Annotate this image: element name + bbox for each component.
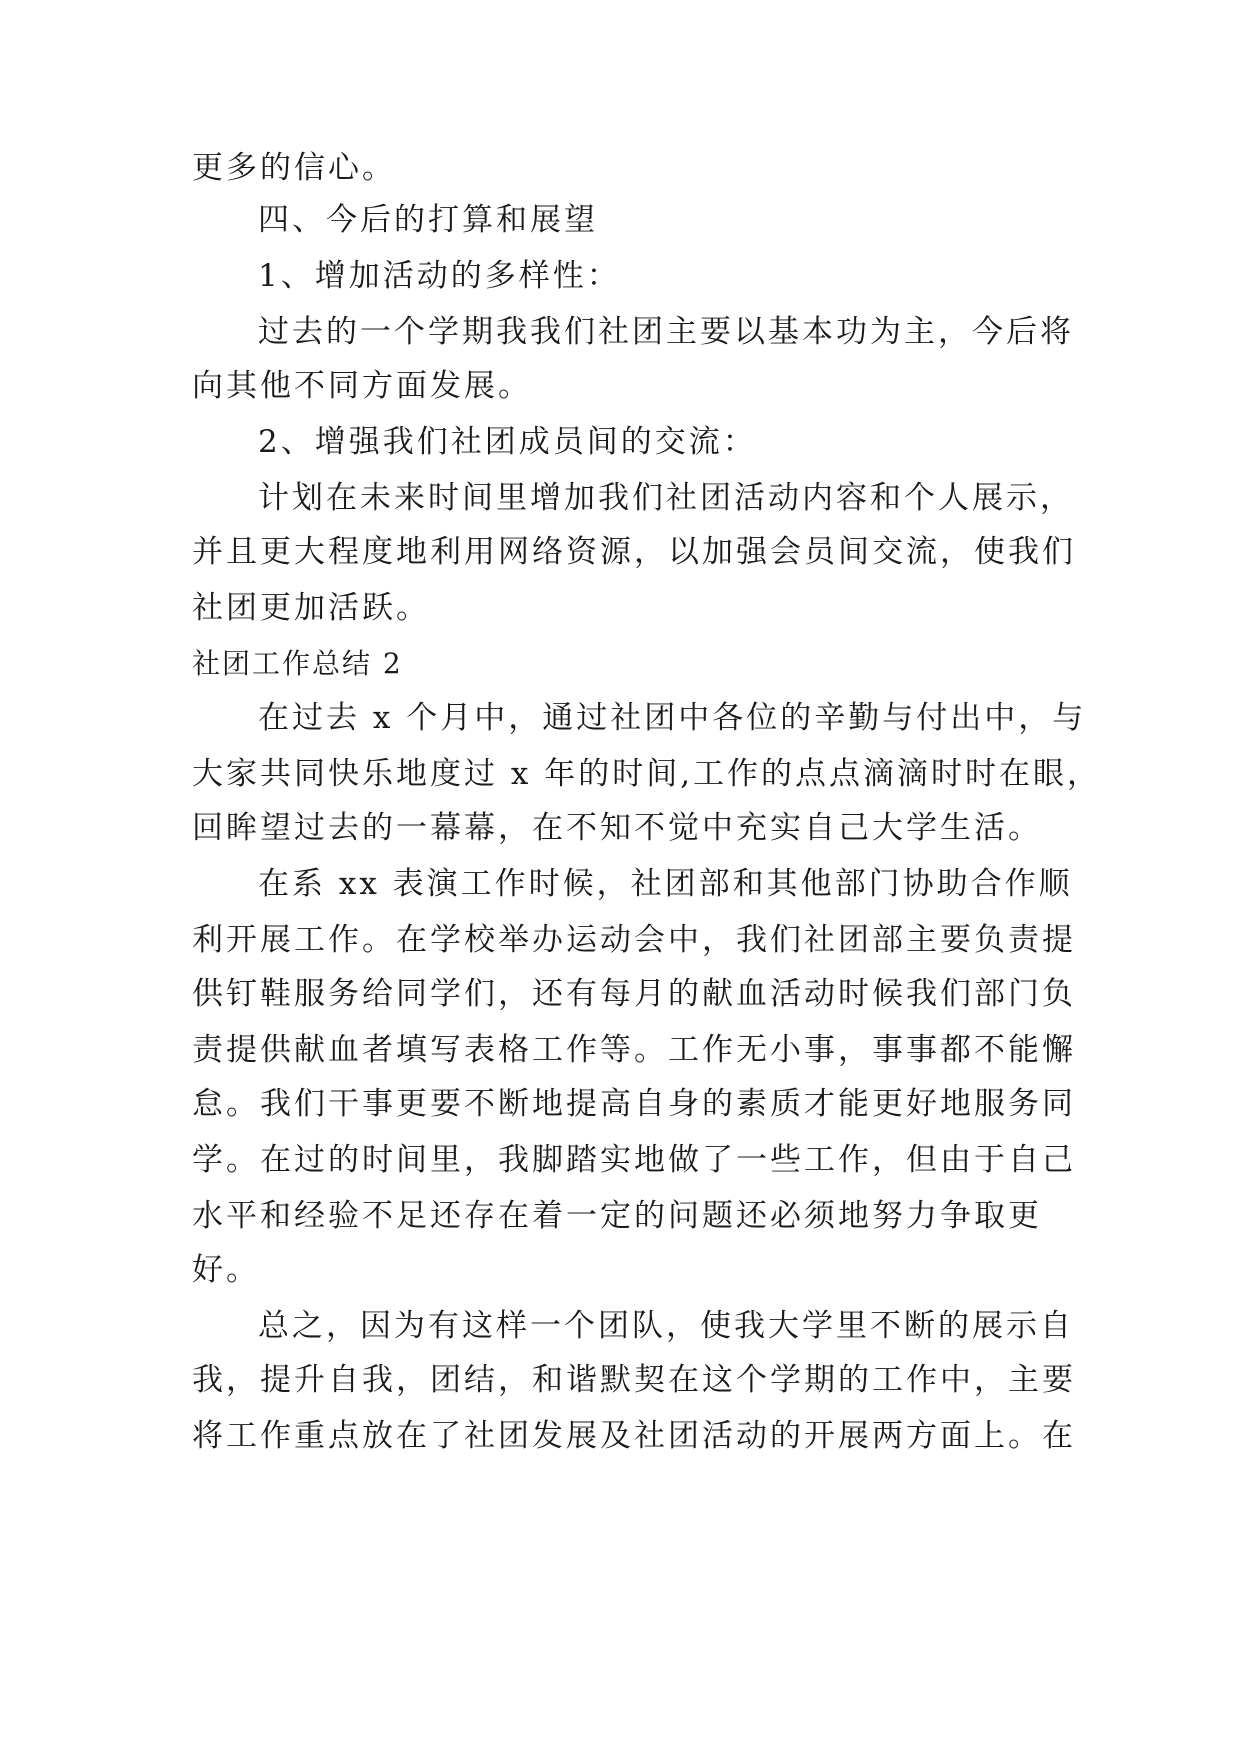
text-line-10: 在系 xx 表演工作时候，社团部和其他部门协助合作顺 xyxy=(258,866,1073,902)
text-line-17: 好。 xyxy=(192,1252,260,1288)
text-line-14: 怠。我们干事更要不断地提高自身的素质才能更好地服务同 xyxy=(192,1086,1076,1122)
subheading-2: 2、增强我们社团成员间的交流： xyxy=(258,424,757,460)
text-line-16: 水平和经验不足还存在着一定的问题还必须地努力争取更 xyxy=(192,1198,1042,1234)
text-line-7: 在过去 x 个月中，通过社团中各位的辛勤与付出中，与 xyxy=(258,700,1087,736)
text-line-8: 大家共同快乐地度过 x 年的时间,工作的点点滴滴时时在眼， xyxy=(192,756,1102,792)
subheading-1: 1、增加活动的多样性： xyxy=(258,258,621,294)
text-line-12: 供钉鞋服务给同学们，还有每月的献血活动时候我们部门负 xyxy=(192,976,1076,1012)
text-line-6: 社团更加活跃。 xyxy=(192,590,430,626)
text-line-19: 我，提升自我，团结，和谐默契在这个学期的工作中，主要 xyxy=(192,1362,1076,1398)
text-line-5: 并且更大程度地利用网络资源，以加强会员间交流，使我们 xyxy=(192,534,1076,570)
text-line-11: 利开展工作。在学校举办运动会中，我们社团部主要负责提 xyxy=(192,922,1076,958)
text-line-1: 更多的信心。 xyxy=(192,150,396,186)
text-line-15: 学。在过的时间里，我脚踏实地做了一些工作，但由于自己 xyxy=(192,1142,1076,1178)
text-line-13: 责提供献血者填写表格工作等。工作无小事，事事都不能懈 xyxy=(192,1032,1076,1068)
text-line-9: 回眸望过去的一幕幕，在不知不觉中充实自己大学生活。 xyxy=(192,810,1042,846)
text-line-4: 计划在未来时间里增加我们社团活动内容和个人展示， xyxy=(258,480,1074,516)
text-line-3: 向其他不同方面发展。 xyxy=(192,368,532,404)
section-title-2: 社团工作总结 2 xyxy=(192,647,403,680)
text-line-2: 过去的一个学期我我们社团主要以基本功为主，今后将 xyxy=(258,314,1074,350)
text-line-18: 总之，因为有这样一个团队，使我大学里不断的展示自 xyxy=(258,1308,1074,1344)
section-heading-4: 四、今后的打算和展望 xyxy=(258,202,598,238)
text-line-20: 将工作重点放在了社团发展及社团活动的开展两方面上。在 xyxy=(192,1418,1076,1454)
